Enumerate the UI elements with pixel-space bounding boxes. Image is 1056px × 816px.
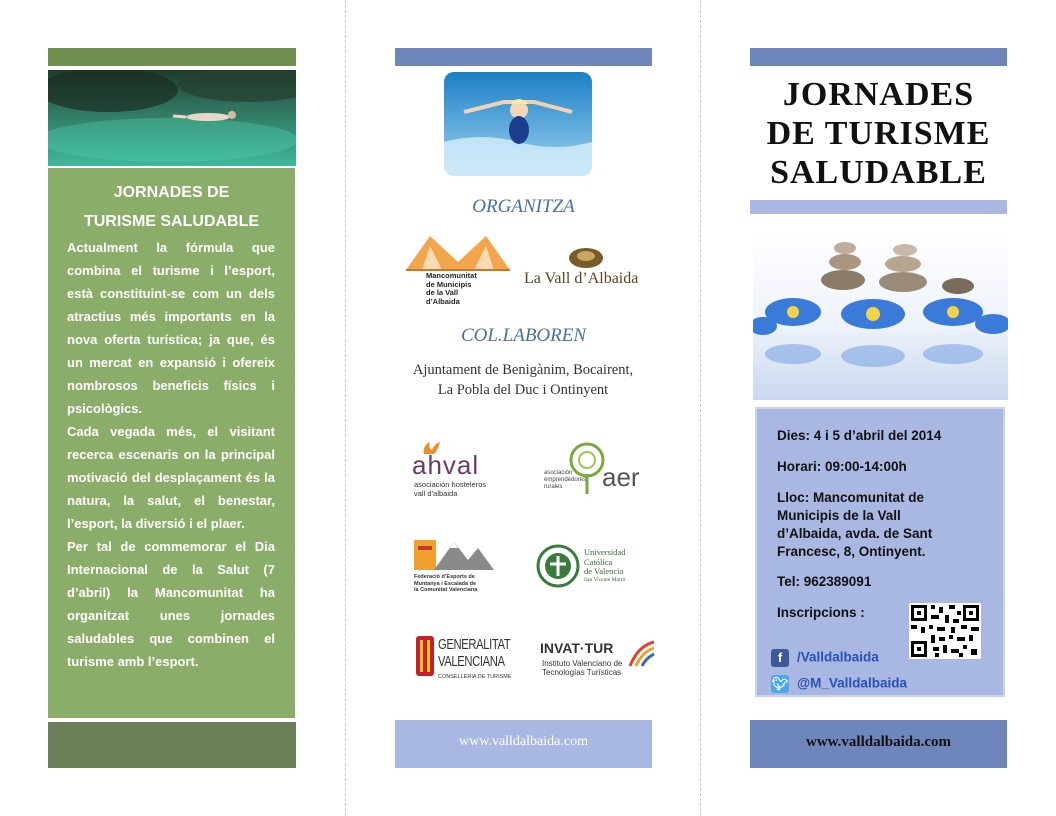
generalitat-text-2: VALENCIANA [438, 653, 505, 670]
intro-paragraph: Actualment la fórmula que combina el turisme i l’esport, està constituint-se com un dels atractius més importants en la nova oferta turística; ja que, és un mercat en expansió i ofereix nombrosos beneficis físics i psicològics. [67, 240, 275, 416]
fedme-logo [414, 536, 504, 592]
aer-sub-2: emprendedores [544, 477, 587, 483]
left-panel-body [67, 236, 275, 673]
fedme-text-3: la Comunitat Valenciana [414, 587, 478, 593]
right-footer-url[interactable]: www.valldalbaida.com [805, 734, 952, 750]
right-top-bar [750, 48, 1007, 66]
cover-title-line2: DE TURISME [766, 115, 991, 152]
left-panel-title [48, 178, 295, 236]
mancomunitat-logo [402, 232, 514, 307]
vall-albaida-leaf-icon [566, 244, 606, 268]
swimmer-pool-photo [444, 72, 592, 176]
visitor-paragraph: Cada vegada més, el visitant recerca escenaris on la principal motivació del desplaçament és la natura, la salut, el benestar, l’esport, la diversió i el plaer. [67, 424, 275, 531]
event-days: Dies: 4 i 5 d’abril del 2014 [777, 428, 942, 443]
invattur-text-2: Tecnologías Turísticas [542, 668, 622, 677]
event-location: Lloc: Mancomunitat de Municipis de la Vall d’Albaida, avda. de Sant Francesc, 8, Ontinyent. [777, 490, 933, 559]
swimmer-lake-photo [48, 70, 296, 166]
fedme-mountain-icon [414, 536, 496, 572]
event-info-box [755, 407, 1005, 697]
aer-sub-1: asociación [544, 470, 573, 476]
left-title-line2: TURISME SALUDABLE [83, 213, 260, 230]
invattur-text-1: Instituto Valenciano de [542, 659, 623, 668]
ucv-text-3: de Valencia [584, 566, 624, 576]
aer-logo [544, 440, 654, 504]
fedme-text-2: Muntanya i Escalada de [414, 580, 477, 587]
fedme-text-1: Federació d’Esports de [414, 574, 475, 580]
cover-title [750, 75, 1007, 192]
invattur-logo [540, 640, 658, 684]
mancomunitat-text-2: de Municipis [426, 279, 472, 289]
fold-line-left [345, 0, 346, 816]
ucv-text-2: Católica [584, 556, 613, 567]
ahval-name: ahval [412, 450, 480, 480]
twitter-handle: @M_Valldalbaida [797, 675, 907, 691]
ahval-sub-1: asociación hosteleros [414, 480, 487, 489]
ucv-text-1: Universidad [584, 547, 626, 557]
mancomunitat-text-4: d’Albaida [426, 296, 460, 306]
right-footer-bar [750, 720, 1007, 768]
twitter-bird-icon: 🐦︎ [771, 676, 789, 691]
mancomunitat-emblem-icon [402, 232, 514, 272]
mancomunitat-text-3: de la Vall [426, 288, 459, 297]
col-laboren-heading: COL.LABOREN [460, 325, 587, 346]
cover-title-line1: JORNADES [782, 76, 975, 113]
ajuntaments-text [378, 360, 668, 400]
middle-footer-url[interactable]: www.valldalbaida.com [459, 734, 588, 749]
left-text-panel [48, 168, 297, 718]
health-day-paragraph: Per tal de commemorar el Dia Internacional de la Salut (7 d’abril) la Mancomunitat ha organitzat unes jornades saludables que combinen el turisme amb l’esport. [67, 539, 275, 669]
ahval-logo [410, 440, 520, 500]
left-title-line1: JORNADES DE [113, 184, 230, 201]
aer-sub-3: rurales [544, 484, 563, 490]
middle-footer-bar [395, 720, 652, 768]
left-top-bar [48, 48, 296, 66]
generalitat-shield-icon [414, 634, 436, 682]
vall-albaida-logo [522, 244, 652, 296]
generalitat-text-3: CONSELLERIA DE TURISME [438, 674, 512, 680]
fold-line-right [700, 0, 701, 816]
aer-name: aer [602, 462, 640, 492]
ucv-seal-icon [536, 544, 580, 588]
left-bottom-bar [48, 722, 296, 768]
vall-albaida-text: La Vall d’Albaida [524, 270, 639, 287]
inscriptions-label: Inscripcions : [777, 605, 865, 620]
ucv-text-4: San Vicente Mártir [584, 576, 626, 583]
middle-top-bar [395, 48, 652, 66]
ahval-sub-2: vall d’albaida [414, 489, 458, 498]
ucv-logo [536, 544, 646, 590]
event-schedule: Horari: 09:00-14:00h [777, 459, 907, 474]
event-phone[interactable]: Tel: 962389091 [777, 574, 872, 589]
invattur-burst-icon [628, 640, 656, 668]
facebook-link[interactable] [771, 649, 879, 667]
stones-flowers-photo [753, 232, 1008, 400]
invattur-name: INVAT·TUR [540, 640, 614, 656]
qr-code-icon[interactable] [909, 603, 981, 659]
generalitat-text-1: GENERALITAT [438, 636, 511, 653]
generalitat-logo [414, 634, 524, 688]
organitza-heading: ORGANITZA [472, 196, 575, 217]
mancomunitat-text-1: Mancomunitat [426, 271, 477, 280]
facebook-handle: /Valldalbaida [797, 649, 879, 665]
twitter-link[interactable] [771, 675, 907, 693]
cover-title-line3: SALUDABLE [770, 154, 987, 191]
facebook-icon: f [771, 649, 789, 667]
right-title-bar [750, 200, 1007, 214]
ajuntaments-line2: La Pobla del Duc i Ontinyent [437, 382, 609, 398]
ajuntaments-line1: Ajuntament de Benigànim, Bocairent, [412, 362, 634, 378]
